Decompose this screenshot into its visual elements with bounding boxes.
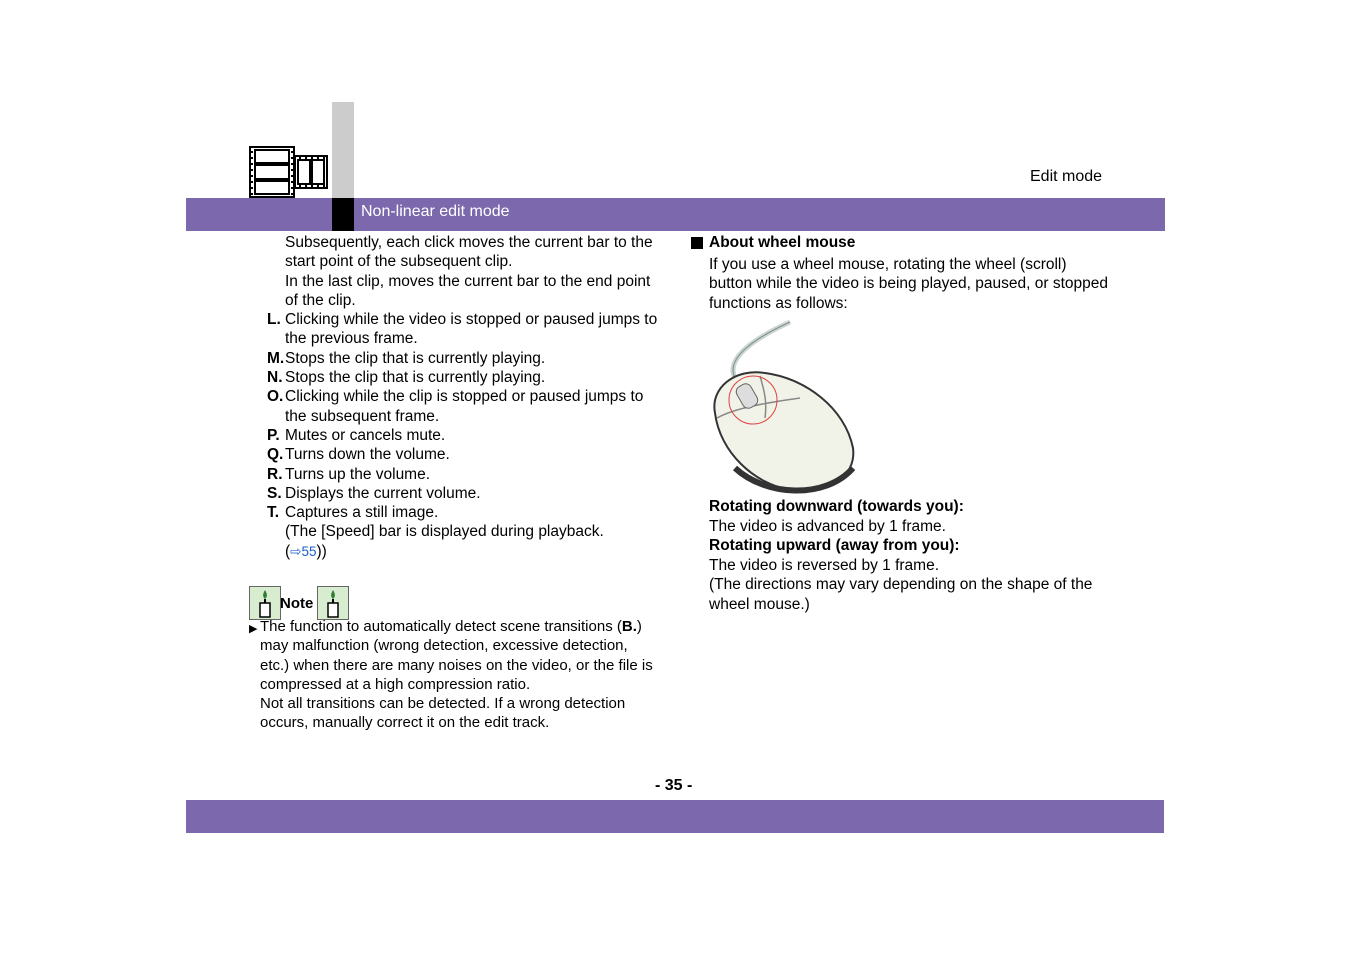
list-item-label: T. (267, 504, 280, 522)
list-item-label: L. (267, 311, 281, 329)
list-item-label: P. (267, 426, 280, 444)
list-item (267, 465, 667, 484)
note-text (249, 617, 659, 733)
square-bullet-icon (691, 237, 703, 249)
section-label: Edit mode (1030, 168, 1103, 185)
note-text-part: The function to automatically detect scene transitions ( (260, 618, 622, 635)
arrow-right-icon: ⇨ (290, 543, 302, 559)
right-column (691, 233, 1111, 313)
list-item-text: Turns up the volume. (285, 465, 431, 483)
film-strip-icon (249, 146, 329, 198)
list-item-label: S. (267, 484, 282, 502)
note-header (249, 586, 649, 620)
header-black-marker (332, 198, 354, 231)
candle-icon (317, 586, 349, 620)
list-item-text: Clicking while the clip is stopped or paused jumps to the subsequent frame. (285, 388, 644, 425)
wheel-mouse-illustration (705, 318, 865, 498)
list-item-text: Clicking while the video is stopped or paused jumps to the previous frame. (285, 311, 658, 348)
list-item-label: O. (267, 388, 284, 406)
list-item-text: Captures a still image. (285, 504, 439, 522)
ref-close: )) (316, 542, 327, 560)
page-reference (267, 542, 667, 561)
speed-note: (The [Speed] bar is displayed during playback. (285, 523, 604, 541)
list-item-text: Stops the clip that is currently playing. (285, 369, 546, 387)
ref-open: ( (285, 542, 291, 560)
list-item-label: Q. (267, 446, 284, 464)
page-link-number: 55 (301, 543, 317, 559)
note-text-part: ) may malfunction (wrong detection, excessive detection, etc.) when there are many noises on the video, or the file is compressed at a high compression ratio. (260, 618, 653, 693)
list-item (267, 445, 667, 464)
up-heading: Rotating upward (away from you): (709, 537, 960, 554)
list-item (267, 503, 667, 522)
list-item (267, 387, 667, 426)
wheel-intro: If you use a wheel mouse, rotating the wheel (scroll) button while the video is being played, paused, or stopped functions as follows: (709, 255, 1108, 312)
list-item-label: N. (267, 369, 283, 387)
note-label: Note (280, 595, 314, 612)
list-item (267, 349, 667, 368)
list-item-label: M. (267, 349, 285, 367)
footer-bar (186, 800, 1164, 833)
left-column (267, 233, 667, 561)
list-item-text: Displays the current volume. (285, 484, 481, 502)
down-text: The video is advanced by 1 frame. (709, 517, 946, 535)
note-paragraph-1 (260, 617, 659, 694)
note-bullet (249, 617, 659, 694)
candle-icon (249, 586, 281, 620)
intro-paragraph-2: In the last clip, moves the current bar to the end point of the clip. (285, 272, 651, 309)
list-item-text: Mutes or cancels mute. (285, 426, 446, 444)
page-number: - 35 - (655, 777, 693, 794)
note-text-ref: B. (621, 618, 637, 635)
section-heading-text: About wheel mouse (709, 234, 856, 251)
list-item (267, 310, 667, 349)
list-item-label: R. (267, 465, 283, 483)
list-item (267, 484, 667, 503)
list-item (267, 426, 667, 445)
intro-paragraph-1: Subsequently, each click moves the current bar to the start point of the subsequent clip. (285, 234, 653, 271)
section-heading (691, 233, 1111, 253)
list-item (267, 368, 667, 387)
up-text: The video is reversed by 1 frame. (709, 556, 940, 574)
triangle-bullet-icon: ▶ (249, 623, 258, 635)
header-gray-strip (332, 102, 354, 198)
list-item-text: Stops the clip that is currently playing. (285, 349, 546, 367)
footnote: (The directions may vary depending on the shape of the wheel mouse.) (709, 576, 1093, 613)
wheel-details (691, 497, 1111, 614)
page-title: Non-linear edit mode (361, 203, 510, 220)
page-link[interactable] (290, 544, 316, 559)
down-heading: Rotating downward (towards you): (709, 498, 964, 515)
note-paragraph-2: Not all transitions can be detected. If a wrong detection occurs, manually correct it on the edit track. (260, 695, 626, 732)
list-item-text: Turns down the volume. (285, 446, 450, 464)
